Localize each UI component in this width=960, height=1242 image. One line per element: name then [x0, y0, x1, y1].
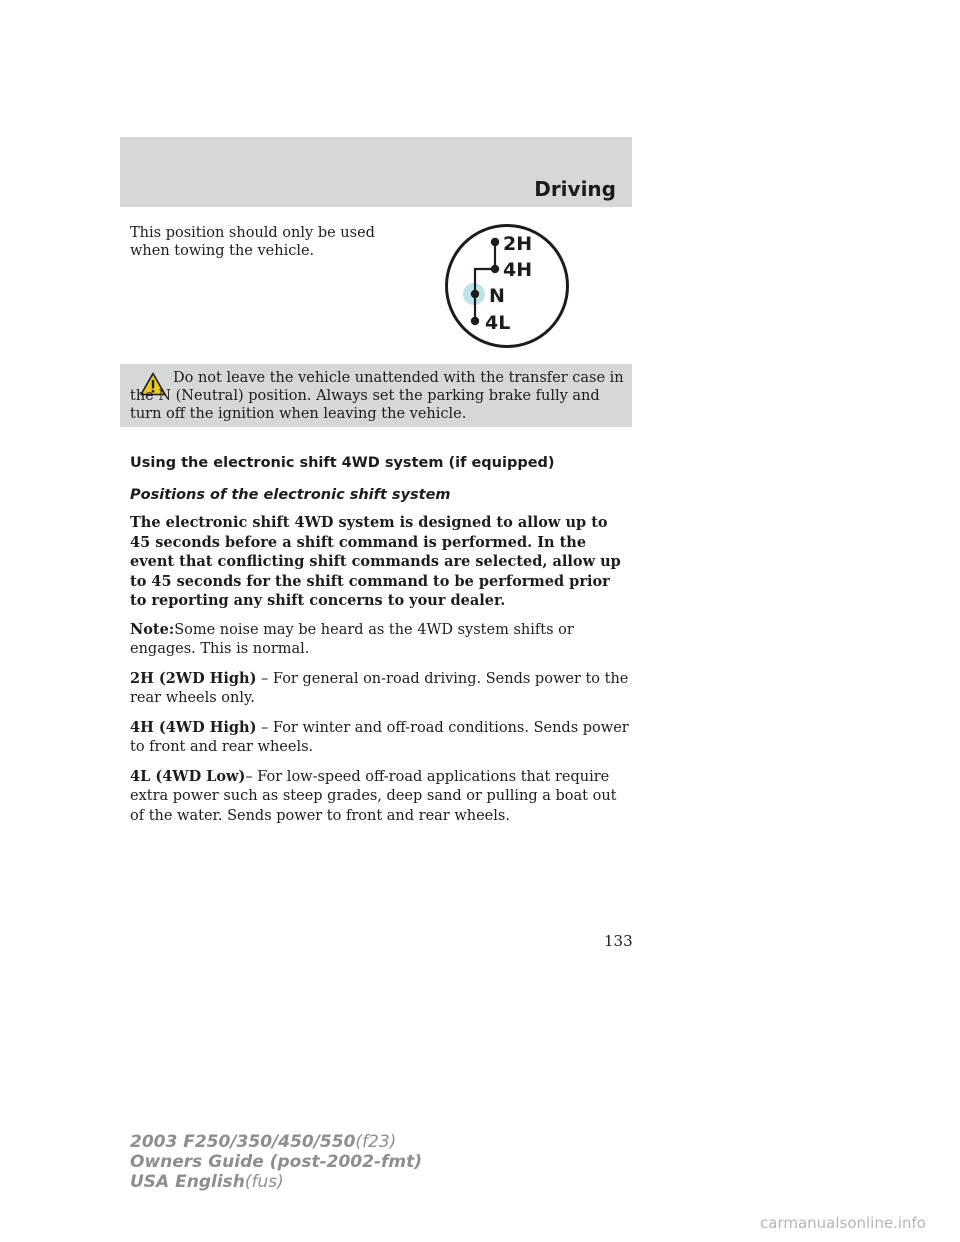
- definition-term: 2H (2WD High): [130, 669, 257, 687]
- note-paragraph: [130, 620, 630, 660]
- position-dot-4h: [491, 265, 499, 273]
- shift-path-line: [475, 242, 495, 321]
- watermark-text: carmanualsonline.info: [760, 1214, 926, 1232]
- main-content: [130, 453, 630, 826]
- definition-text: – For low-speed off-road applications that require extra power such as steep grades, deep sand or pulling a boat out of the water. Sends power to front and rear wheels.: [130, 768, 617, 824]
- definition-text: – For general on-road driving. Sends power to the rear wheels only.: [130, 670, 629, 706]
- section-title: Driving: [534, 177, 616, 201]
- note-label: Note:: [130, 620, 175, 638]
- section-header-band: [120, 137, 632, 207]
- footer-model-code: (f23): [355, 1132, 397, 1152]
- page-number: 133: [604, 932, 633, 950]
- footer-language-code: (fus): [244, 1172, 284, 1192]
- position-label-2h: 2H: [503, 233, 533, 255]
- position-dot-4l: [471, 317, 479, 325]
- definition-4l: [130, 767, 630, 827]
- warning-box: [120, 364, 632, 427]
- footer-guide-name: Owners Guide (post-2002-fmt): [130, 1152, 423, 1172]
- footer-language: USA English: [130, 1172, 245, 1192]
- position-label-4h: 4H: [503, 259, 533, 281]
- definition-text: – For winter and off-road conditions. Sends power to front and rear wheels.: [130, 719, 629, 755]
- definition-4h: [130, 718, 630, 758]
- document-footer: [130, 1132, 422, 1192]
- position-dot-n: [471, 290, 479, 298]
- position-label-n: N: [489, 285, 505, 307]
- bold-notice-paragraph: The electronic shift 4WD system is designed to allow up to 45 seconds before a shift command is performed. In the event that conflicting shift commands are selected, allow up to 45 seconds for the shift command to be performed prior to reporting any shift concerns to your dealer.: [130, 514, 621, 609]
- position-label-4l: 4L: [485, 312, 511, 334]
- definition-term: 4L (4WD Low): [130, 767, 246, 785]
- warning-text: Do not leave the vehicle unattended with the transfer case in the N (Neutral) position. Always set the parking brake fully and turn off the ignition when leaving the vehicle.: [130, 370, 624, 422]
- subsection-heading: Positions of the electronic shift system: [130, 487, 451, 503]
- definition-term: 4H (4WD High): [130, 718, 257, 736]
- definition-2h: [130, 669, 630, 709]
- section-heading: Using the electronic shift 4WD system (if equipped): [130, 455, 555, 471]
- shift-position-dial: [444, 223, 570, 349]
- footer-model: 2003 F250/350/450/550: [130, 1132, 356, 1152]
- position-dot-2h: [491, 238, 499, 246]
- note-text: Some noise may be heard as the 4WD system shifts or engages. This is normal.: [130, 621, 574, 657]
- intro-paragraph: This position should only be used when towing the vehicle.: [130, 225, 375, 259]
